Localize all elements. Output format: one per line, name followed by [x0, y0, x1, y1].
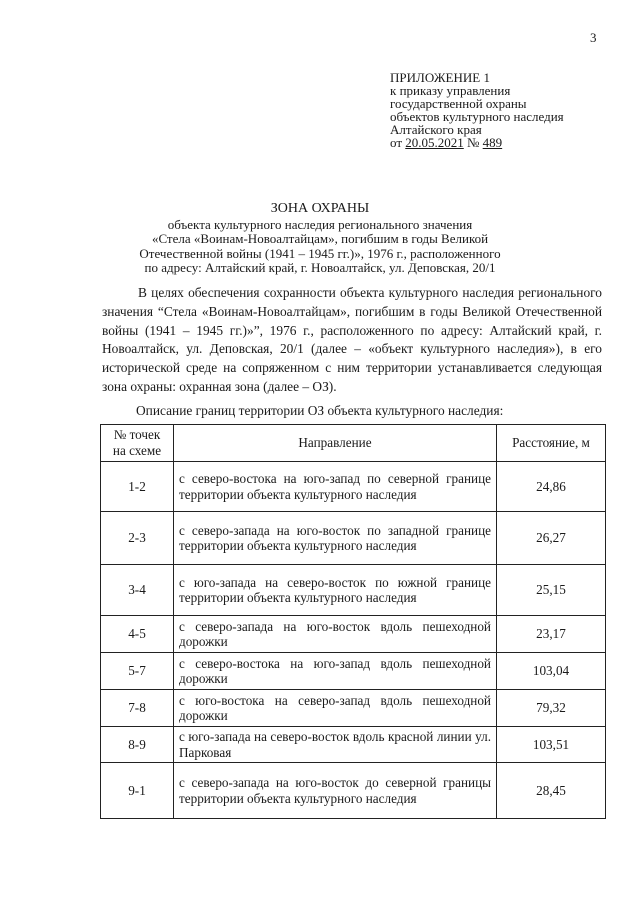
- body-paragraph: В целях обеспечения сохранности объекта культурного наследия регионального значения “Стела «Воинам-Новоалтайцам», погибшим в годы Великой Отечественной войны (1941 – 1945 гг.)»”, 1976 г., расположенного по адресу: Алтайский край, г. Новоалтайск, ул. Деповская, 20/1 (далее – «объект культурного наследия»), в его исторической среде на сопряженном с ним территории устанавливается следующая зона охраны: охранная зона (далее – ОЗ).: [102, 285, 602, 394]
- heading-line: Отечественной войны (1941 – 1945 гг.)», 1976 г., расположенного: [139, 245, 501, 261]
- body-text: [102, 284, 602, 397]
- table-row: [101, 727, 606, 763]
- header-points: № точек на схеме: [101, 425, 174, 462]
- table-row: [101, 653, 606, 690]
- table-body: [101, 462, 606, 819]
- row-distance: 23,17: [497, 616, 606, 653]
- row-points: 3-4: [101, 565, 174, 616]
- row-direction: с юго-запада на северо-восток по южной границе территории объекта культурного наследия: [174, 565, 497, 616]
- table-header-row: [101, 425, 606, 462]
- row-distance: 26,27: [497, 512, 606, 565]
- table-caption: Описание границ территории ОЗ объекта культурного наследия:: [136, 403, 504, 418]
- table-row: [101, 512, 606, 565]
- row-direction: с северо-запада на юго-восток по западной границе территории объекта культурного наследия: [174, 512, 497, 565]
- row-direction: с северо-востока на юго-запад по северной границе территории объекта культурного наследия: [174, 462, 497, 512]
- appendix-line: к приказу управления: [390, 83, 511, 98]
- date-prefix: от: [390, 135, 403, 150]
- row-direction: с северо-востока на юго-запад вдоль пешеходной дорожки: [174, 653, 497, 690]
- row-distance: 103,04: [497, 653, 606, 690]
- row-points: 1-2: [101, 462, 174, 512]
- page-number: 3: [590, 30, 597, 45]
- appendix-line: государственной охраны: [390, 96, 527, 111]
- heading-line: объекта культурного наследия регионального значения: [167, 216, 473, 232]
- row-distance: 28,45: [497, 763, 606, 819]
- row-direction: с северо-запада на юго-восток вдоль пешеходной дорожки: [174, 616, 497, 653]
- heading-title: ЗОНА ОХРАНЫ: [270, 201, 370, 216]
- order-date: 20.05.2021: [405, 135, 464, 150]
- document-heading: [100, 202, 540, 276]
- appendix-title: ПРИЛОЖЕНИЕ 1: [390, 70, 490, 85]
- row-points: 7-8: [101, 690, 174, 727]
- order-number: 489: [482, 135, 503, 150]
- appendix-date-line: [390, 136, 564, 149]
- heading-line: «Стела «Воинам-Новоалтайцам», погибшим в годы Великой: [151, 231, 489, 246]
- number-prefix: №: [467, 135, 480, 150]
- row-points: 2-3: [101, 512, 174, 565]
- row-direction: с северо-запада на юго-восток до северной границы территории объекта культурного наследия: [174, 763, 497, 819]
- row-distance: 24,86: [497, 462, 606, 512]
- row-points: 8-9: [101, 727, 174, 763]
- appendix-line: Алтайского края: [390, 122, 482, 137]
- table-row: [101, 616, 606, 653]
- header-direction: Направление: [174, 425, 497, 462]
- table-row: [101, 690, 606, 727]
- row-distance: 25,15: [497, 565, 606, 616]
- boundary-table: [100, 424, 606, 819]
- row-distance: 79,32: [497, 690, 606, 727]
- appendix-line: объектов культурного наследия: [390, 109, 564, 124]
- row-distance: 103,51: [497, 727, 606, 763]
- row-points: 5-7: [101, 653, 174, 690]
- heading-line: по адресу: Алтайский край, г. Новоалтайск, ул. Деповская, 20/1: [144, 260, 496, 275]
- row-points: 4-5: [101, 616, 174, 653]
- table-row: [101, 763, 606, 819]
- table-row: [101, 462, 606, 512]
- header-distance: Расстояние, м: [497, 425, 606, 462]
- row-direction: с юго-востока на северо-запад вдоль пешеходной дорожки: [174, 690, 497, 727]
- row-points: 9-1: [101, 763, 174, 819]
- appendix-block: [390, 71, 564, 149]
- row-direction: с юго-запада на северо-восток вдоль красной линии ул. Парковая: [174, 727, 497, 763]
- table-row: [101, 565, 606, 616]
